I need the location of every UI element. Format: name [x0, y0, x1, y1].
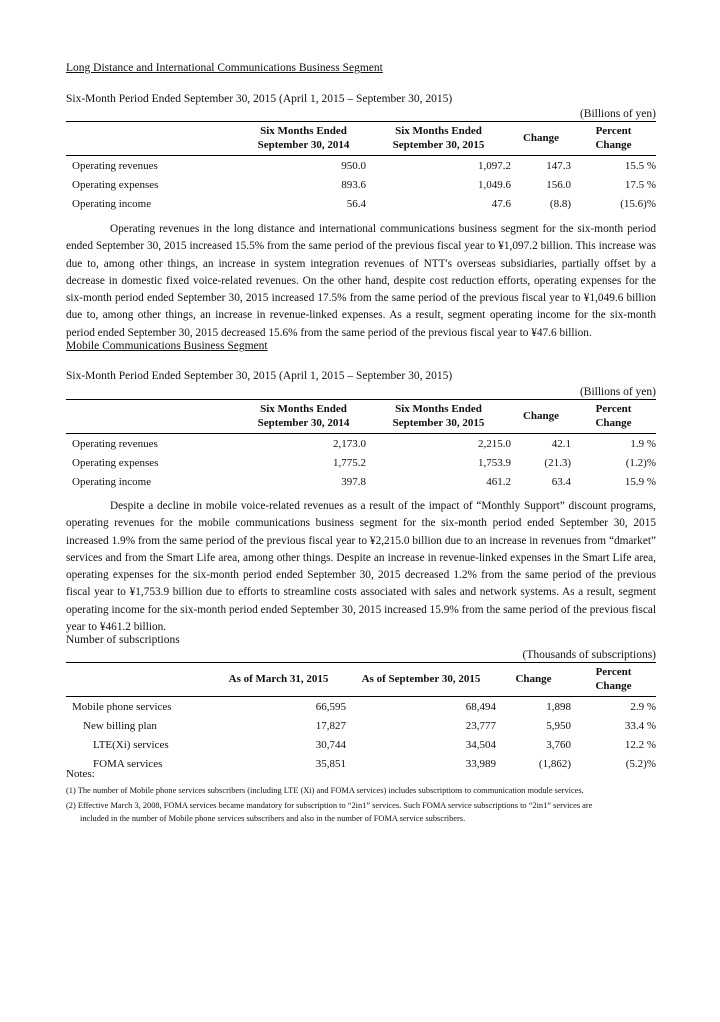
subscriptions-title: Number of subscriptions [66, 634, 180, 646]
col-header: Change [522, 410, 560, 422]
mobile-table [66, 399, 656, 491]
col-header: Six Months Ended September 30, 2015 [392, 125, 485, 151]
note-2: (2) Effective March 3, 2008, FOMA services became mandatory for subscription to “2in1” services. Such FOMA service subscriptions to “2in1” services are included in the number of Mobile phone services subscribers and also in the number of FOMA service subscribers. [66, 801, 593, 823]
table-header [66, 400, 656, 434]
period-label: Six-Month Period Ended September 30, 2015 (April 1, 2015 – September 30, 2015) [66, 93, 453, 105]
notes-title: Notes: [66, 768, 95, 780]
paragraph-mobile: Despite a decline in mobile voice-related revenues as a result of the impact of “Monthly Support” discount programs, operating revenues for the mobile communications business segment for the six-month period ended September 30, 2015 increased 1.9% from the same period of the previous fiscal year to ¥2,215.0 billion due to an increase in revenues from “dmarket” services and from the Smart Life area, among other things. Despite an increase in revenue-linked expenses in the Smart Life area, operating expenses for the six-month period ended September 30, 2015 decreased 1.2% from the same period of the previous fiscal year to ¥1,753.9 billion due to efforts to streamline costs associated with sales and network systems. As a result, segment operating income for the six-month period ended September 30, 2015 increased 15.9% from the same period of the previous fiscal year to ¥461.2 billion. [66, 500, 656, 634]
table-header [66, 663, 656, 697]
table-row: Operating expenses 1,775.2 1,753.9 (21.3) (1.2)% [72, 456, 656, 469]
units-label: (Thousands of subscriptions) [522, 649, 656, 661]
col-header: As of March 31, 2015 [228, 673, 329, 685]
col-header: Percent Change [595, 666, 632, 692]
col-header: Six Months Ended September 30, 2015 [392, 403, 485, 429]
section-heading-mobile: Mobile Communications Business Segment [66, 340, 268, 352]
col-header: Six Months Ended September 30, 2014 [257, 403, 350, 429]
table-row: Operating income 56.4 47.6 (8.8) (15.6)% [72, 197, 656, 210]
units-label: (Billions of yen) [579, 386, 656, 398]
notes-block [66, 768, 656, 825]
col-header: Six Months Ended September 30, 2014 [257, 125, 350, 151]
table-row: LTE(Xi) services 30,744 34,504 3,760 12.2 % [93, 738, 656, 751]
col-header: Percent Change [595, 125, 632, 151]
table-row: Operating revenues 2,173.0 2,215.0 42.1 1.9 % [72, 437, 656, 450]
paragraph-long-distance: Operating revenues in the long distance and international communications business segment for the six-month period ended September 30, 2015 increased 15.5% from the same period of the previous fiscal year to ¥1,097.2 billion. This increase was due to, among other things, an increase in system integration revenues of NTT's overseas subsidiaries, partially offset by a decrease in domestic fixed voice-related revenues. On the other hand, despite cost reduction efforts, operating expenses for the six-month period ended September 30, 2015 increased 17.5% from the same period of the previous fiscal year to ¥1,049.6 billion due to, among other things, an increase in revenue-linked expenses. As a result, segment operating income for the six-month period ended September 30, 2015 decreased 15.6% from the same period of the previous fiscal year to ¥47.6 billion. [66, 223, 656, 339]
table-row: Operating expenses 893.6 1,049.6 156.0 17.5 % [72, 178, 656, 191]
col-header: As of September 30, 2015 [361, 673, 481, 685]
table-row: Operating revenues 950.0 1,097.2 147.3 15.5 % [72, 159, 656, 172]
long-distance-table [66, 121, 656, 213]
col-header: Percent Change [595, 403, 632, 429]
table-row: New billing plan 17,827 23,777 5,950 33.4 % [83, 719, 656, 732]
section-heading-long-distance: Long Distance and International Communications Business Segment [66, 62, 383, 74]
col-header: Change [522, 132, 560, 144]
col-header: Change [515, 673, 552, 685]
period-label: Six-Month Period Ended September 30, 2015 (April 1, 2015 – September 30, 2015) [66, 370, 453, 382]
subscriptions-table [66, 662, 656, 773]
table-row: Operating income 397.8 461.2 63.4 15.9 % [72, 475, 656, 488]
table-header [66, 122, 656, 156]
units-label: (Billions of yen) [579, 108, 656, 120]
note-1: (1) The number of Mobile phone services subscribers (including LTE (Xi) and FOMA services) includes subscriptions to communication module services. [66, 786, 584, 795]
table-row: Mobile phone services 66,595 68,494 1,898 2.9 % [72, 700, 656, 713]
table-row: FOMA services 35,851 33,989 (1,862) (5.2)% [93, 757, 656, 770]
